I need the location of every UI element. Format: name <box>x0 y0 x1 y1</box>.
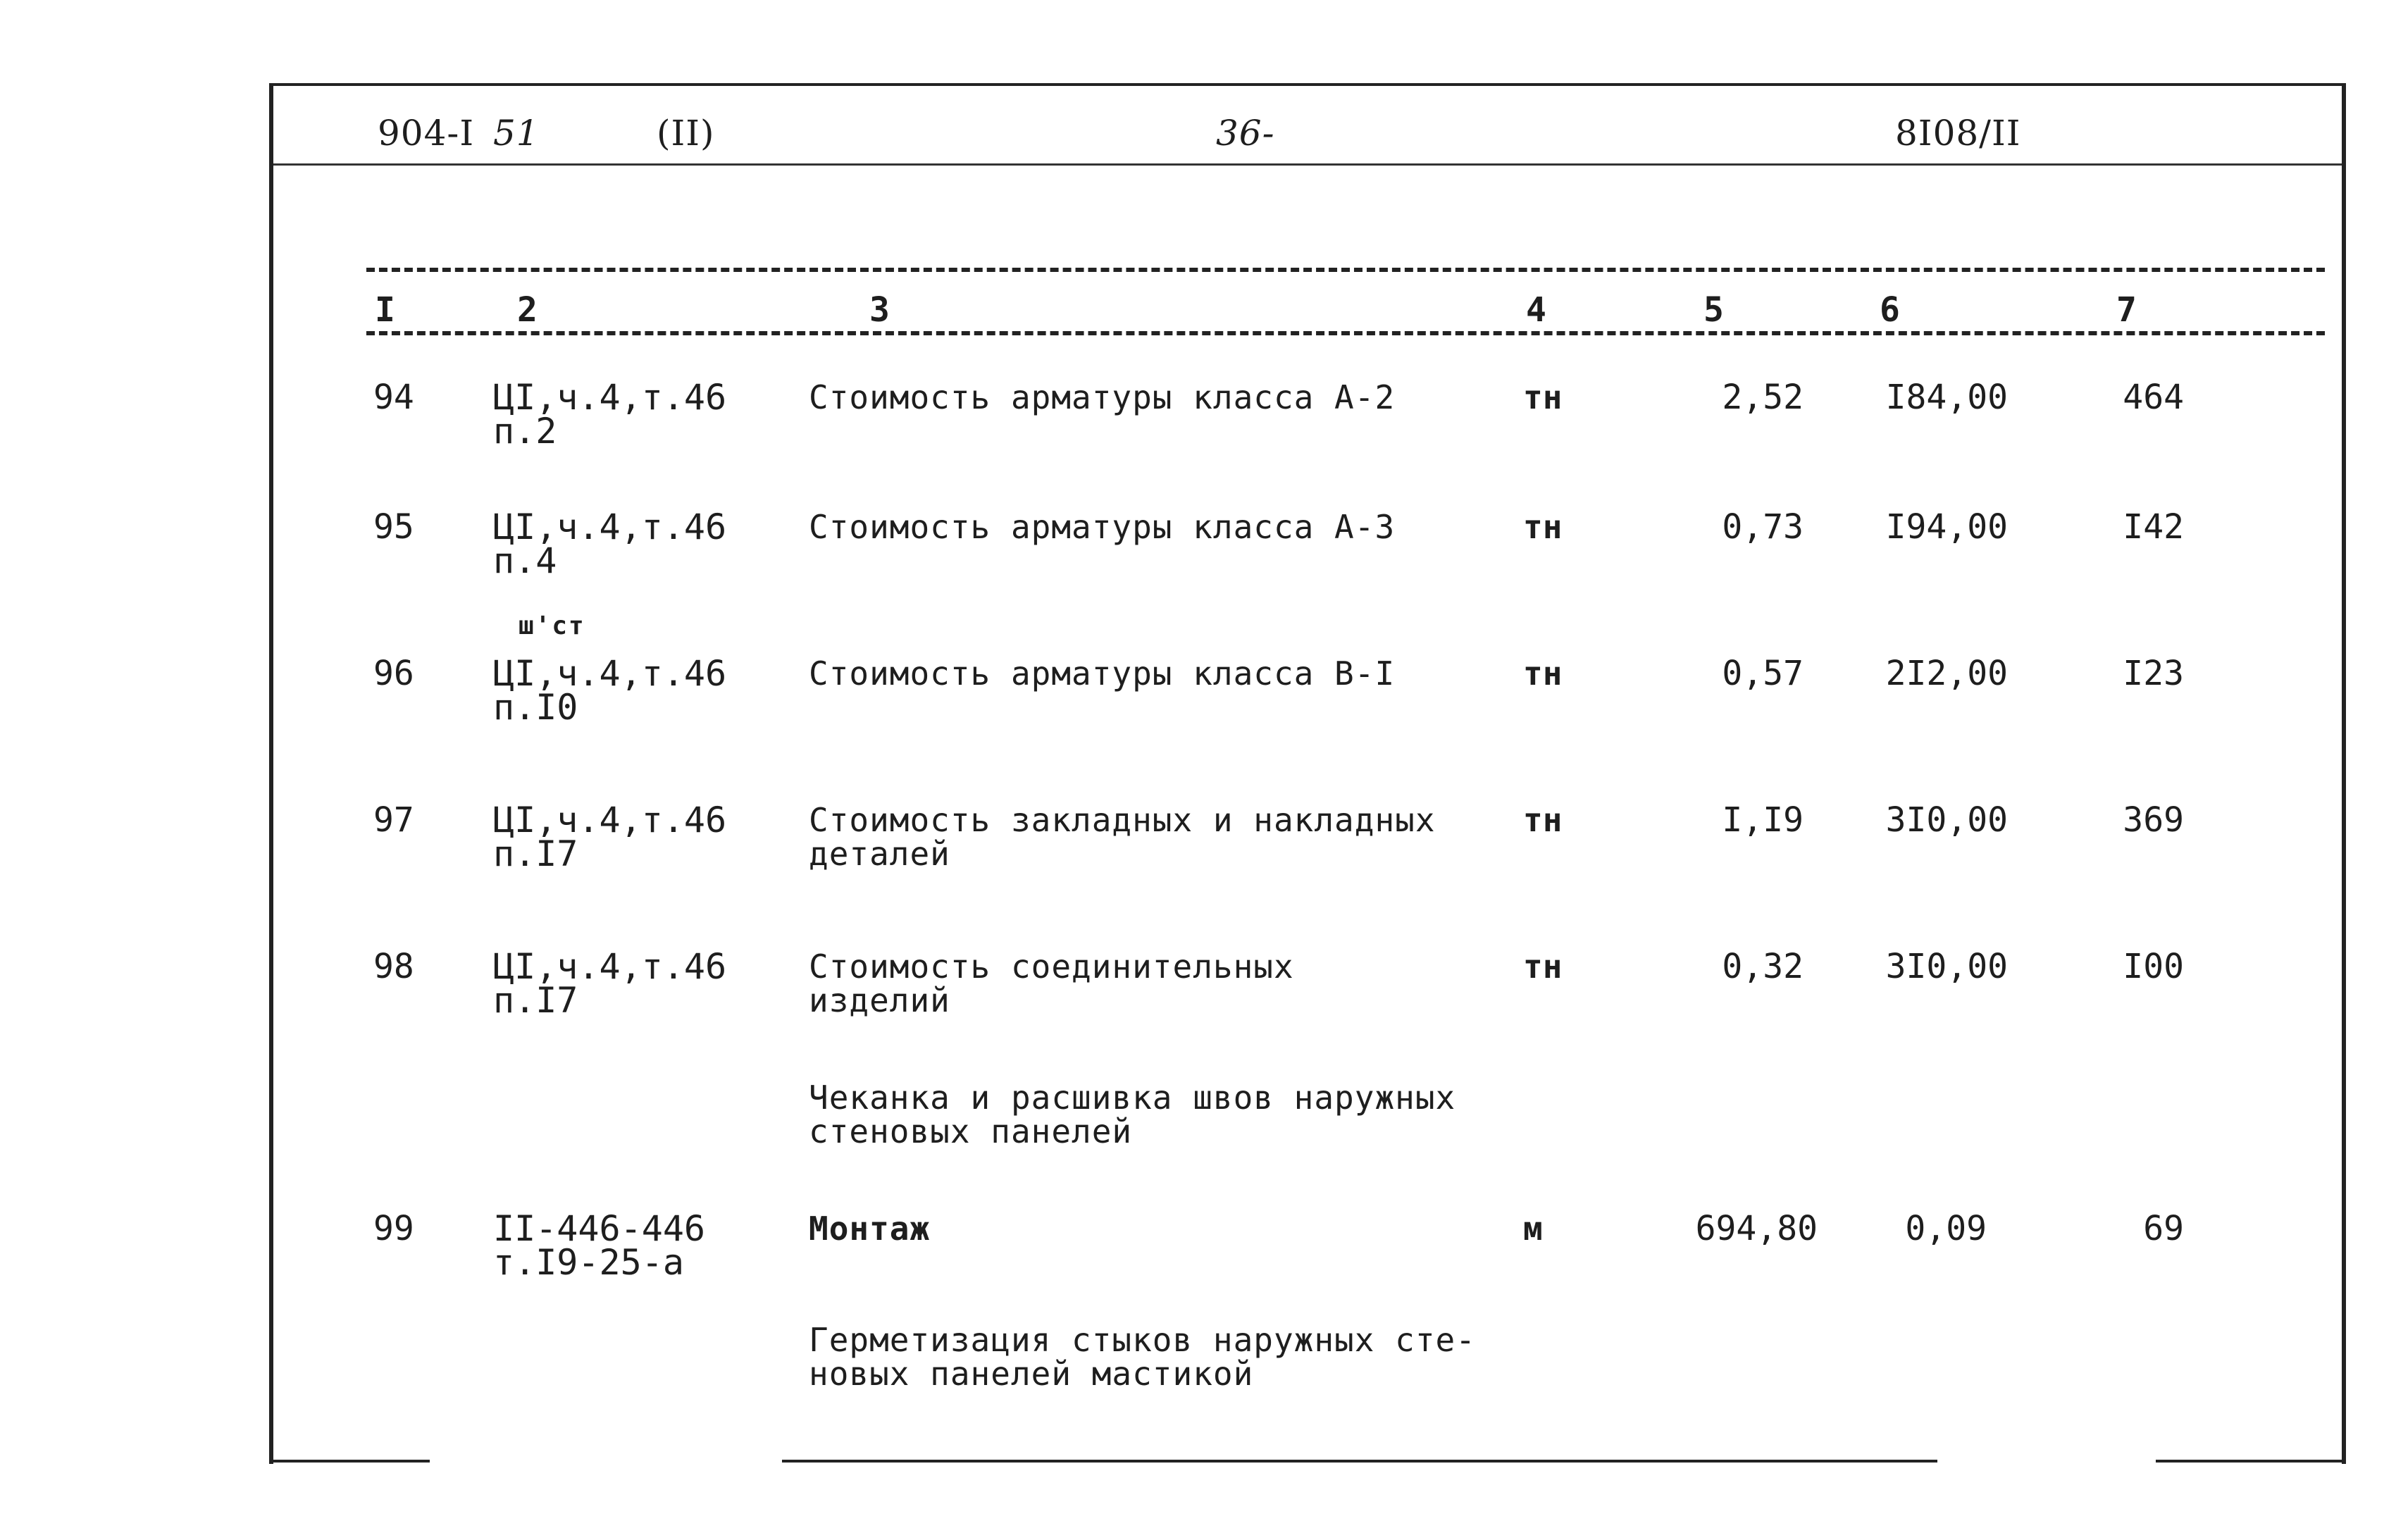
reference-line-1: ЦI,ч.4,т.46 <box>493 377 727 418</box>
reference-line-1: ЦI,ч.4,т.46 <box>493 507 727 547</box>
quantity: 0,57 <box>1722 654 1804 693</box>
column-number: 4 <box>1526 290 1546 330</box>
description-line-1: Стоимость арматуры класса А-2 <box>809 378 1396 416</box>
section-heading-line-1: Герметизация стыков наружных сте- <box>809 1321 1476 1359</box>
unit: тн <box>1523 378 1563 416</box>
unit: тн <box>1523 801 1563 839</box>
description-line-1: Монтаж <box>809 1210 931 1248</box>
total-cost: I00 <box>2123 947 2184 986</box>
description-line-2: деталей <box>809 835 950 873</box>
reference-line-1: ЦI,ч.4,т.46 <box>493 653 727 694</box>
frame-bottom-segment <box>271 1460 430 1463</box>
row-number: 95 <box>373 507 414 547</box>
reference-line-1: ЦI,ч.4,т.46 <box>493 946 727 987</box>
row-number: 94 <box>373 378 414 417</box>
column-number: I <box>375 290 395 330</box>
total-cost: I23 <box>2123 654 2184 693</box>
reference-line-2: п.2 <box>493 411 557 452</box>
description-line-1: Стоимость закладных и накладных <box>809 801 1436 839</box>
quantity: 0,32 <box>1722 947 1804 986</box>
reference-line-2: т.I9-25-а <box>493 1242 684 1283</box>
unit-price: I84,00 <box>1885 378 2008 417</box>
unit-price: 3I0,00 <box>1885 947 2008 986</box>
total-cost: 369 <box>2123 800 2184 840</box>
unit: тн <box>1523 654 1563 693</box>
reference-line-1: ЦI,ч.4,т.46 <box>493 800 727 840</box>
header-code-handwritten: 51 <box>493 113 540 154</box>
unit-price: 2I2,00 <box>1885 654 2008 693</box>
reference-line-2: п.I7 <box>493 980 578 1021</box>
unit: м <box>1523 1210 1543 1248</box>
column-number: 6 <box>1880 290 1900 330</box>
quantity: 694,80 <box>1695 1209 1818 1248</box>
unit-price: 0,09 <box>1905 1209 1987 1248</box>
section-heading-line-1: Чеканка и расшивка швов наружных <box>809 1079 1456 1117</box>
row-number: 99 <box>373 1209 414 1248</box>
header-series: (II) <box>657 113 715 154</box>
row-number: 96 <box>373 654 414 693</box>
reference-line-1: II-446-446 <box>493 1208 706 1249</box>
description-line-2: изделий <box>809 981 950 1019</box>
section-heading-line-2: стеновых панелей <box>809 1112 1133 1150</box>
frame-bottom-segment <box>782 1460 1937 1463</box>
header-rule <box>273 163 2342 166</box>
row-number: 97 <box>373 800 414 840</box>
quantity: 0,73 <box>1722 507 1804 547</box>
document-number: 8I08/II <box>1895 113 2021 154</box>
section-heading-line-2: новых панелей мастикой <box>809 1355 1254 1393</box>
unit-price: 3I0,00 <box>1885 800 2008 840</box>
description-line-1: Стоимость арматуры класса А-3 <box>809 508 1396 546</box>
reference-line-2: п.I0 <box>493 687 578 728</box>
description-line-1: Стоимость арматуры класса В-I <box>809 654 1396 693</box>
frame-bottom-segment <box>2156 1460 2345 1463</box>
unit: тн <box>1523 948 1563 986</box>
column-number: 5 <box>1703 290 1724 330</box>
reference-line-2: п.I7 <box>493 833 578 874</box>
reference-line-2: п.4 <box>493 540 557 581</box>
total-cost: 69 <box>2143 1209 2184 1248</box>
dashed-rule-top <box>366 268 2325 272</box>
description-line-1: Стоимость соединительных <box>809 948 1294 986</box>
total-cost: 464 <box>2123 378 2184 417</box>
total-cost: I42 <box>2123 507 2184 547</box>
dashed-rule-bottom <box>366 331 2325 335</box>
page-number: 36- <box>1216 113 1275 154</box>
column-number: 7 <box>2116 290 2137 330</box>
column-number: 3 <box>869 290 890 330</box>
margin-stamp: ш'ст <box>519 611 585 640</box>
unit-price: I94,00 <box>1885 507 2008 547</box>
quantity: I,I9 <box>1722 800 1804 840</box>
quantity: 2,52 <box>1722 378 1804 417</box>
row-number: 98 <box>373 947 414 986</box>
column-number: 2 <box>517 290 538 330</box>
unit: тн <box>1523 508 1563 546</box>
header-code: 904-I <box>378 113 475 154</box>
